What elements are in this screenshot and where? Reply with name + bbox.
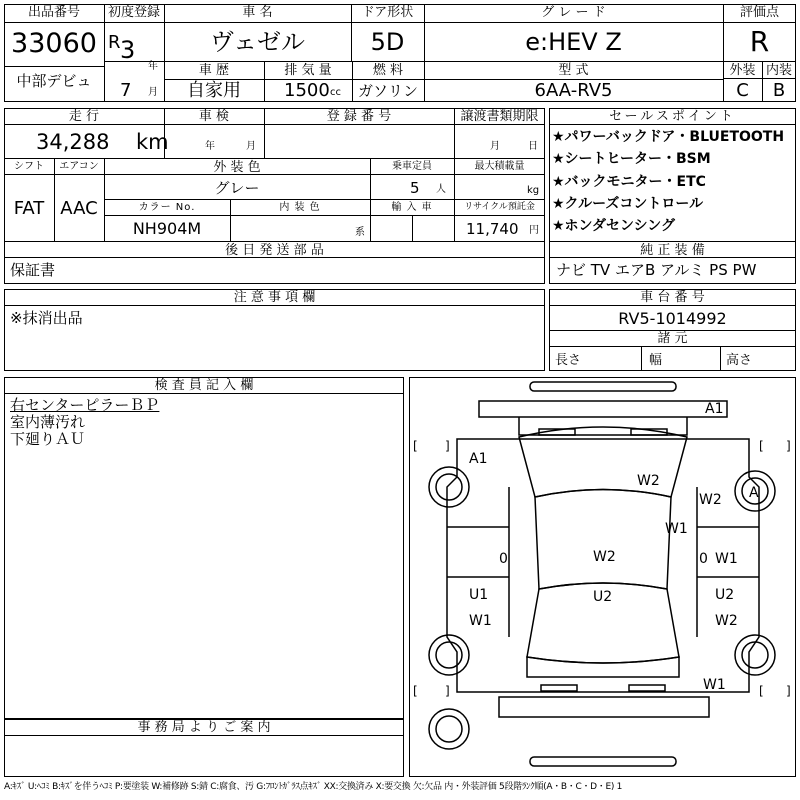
lot-no: 33060 bbox=[11, 28, 97, 59]
sales-points-label: セールスポイント bbox=[609, 109, 736, 124]
recycle-label: リサイクル預託金 bbox=[464, 202, 535, 212]
reg-label: 登 録 番 号 bbox=[326, 109, 392, 124]
body-outline bbox=[447, 439, 759, 692]
bracket: ] bbox=[445, 439, 450, 453]
inspection-month: 月 bbox=[246, 141, 256, 152]
color-no: NH904M bbox=[132, 219, 202, 238]
inspection-label: 車 検 bbox=[198, 109, 230, 124]
load-label: 最大積載量 bbox=[474, 161, 525, 172]
car-diagram bbox=[409, 377, 796, 777]
int-grade: B bbox=[772, 80, 786, 101]
damage-mark: W1 bbox=[715, 551, 738, 567]
month-unit: 月 bbox=[148, 87, 158, 98]
damage-mark: A bbox=[749, 485, 759, 501]
inspector-line: 室内薄汚れ bbox=[10, 413, 86, 431]
first-reg-label: 初度登録 bbox=[107, 5, 160, 20]
bracket: ] bbox=[786, 684, 791, 698]
ext-grade: C bbox=[736, 80, 749, 101]
damage-mark: 0 bbox=[699, 551, 708, 567]
notes-value: ※抹消出品 bbox=[10, 309, 83, 327]
sales-point-item: ★パワーバックドア・BLUETOOTH bbox=[552, 129, 785, 145]
divider bbox=[723, 78, 796, 79]
inspector-line: 右センターピラーＢＰ bbox=[10, 396, 160, 414]
mileage: 34,288 bbox=[36, 130, 110, 154]
rear-bumper bbox=[499, 697, 709, 717]
tailgate bbox=[527, 657, 679, 677]
later-parts: 保証書 bbox=[10, 261, 56, 279]
length-label: 長さ bbox=[555, 353, 582, 368]
transfer-month: 月 bbox=[490, 141, 500, 152]
seats-unit: 人 bbox=[436, 184, 446, 195]
seats-label: 乗車定員 bbox=[392, 161, 432, 172]
car-name: ヴェゼル bbox=[209, 28, 306, 56]
divider bbox=[4, 158, 545, 159]
divider bbox=[4, 124, 545, 125]
recycle-unit: 円 bbox=[529, 225, 539, 236]
history: 自家用 bbox=[187, 80, 241, 101]
divider bbox=[720, 346, 721, 371]
damage-mark: W1 bbox=[665, 521, 688, 537]
damage-mark: W1 bbox=[469, 613, 492, 629]
history-label: 車 歴 bbox=[198, 63, 230, 78]
bracket: ] bbox=[786, 439, 791, 453]
height-label: 高さ bbox=[726, 353, 753, 368]
name-label: 車 名 bbox=[242, 5, 273, 20]
era: R bbox=[108, 32, 121, 53]
divider bbox=[4, 735, 404, 736]
interior-color-label: 内 装 色 bbox=[279, 202, 321, 213]
wheel-rear-right bbox=[742, 642, 768, 668]
front-bumper-top bbox=[530, 382, 676, 391]
inspection-year: 年 bbox=[205, 141, 215, 152]
import-label: 輸 入 車 bbox=[391, 202, 433, 213]
debut-label: 中部デビュ bbox=[16, 72, 92, 90]
transfer-day: 日 bbox=[528, 141, 538, 152]
divider bbox=[549, 305, 796, 306]
displacement-unit: cc bbox=[330, 87, 341, 98]
sales-point-item: ★バックモニター・ETC bbox=[552, 174, 706, 190]
divider bbox=[412, 215, 413, 241]
dims-label: 諸 元 bbox=[657, 331, 688, 346]
divider bbox=[4, 393, 404, 394]
doors-label: ドア形状 bbox=[361, 5, 414, 20]
wheel-rear-left bbox=[436, 642, 462, 668]
divider bbox=[549, 346, 796, 347]
interior-color-unit: 系 bbox=[355, 227, 365, 238]
fuel-label: 燃 料 bbox=[372, 63, 404, 78]
divider bbox=[549, 241, 796, 242]
grade-label: グ レ ー ド bbox=[541, 5, 606, 20]
roof bbox=[535, 490, 671, 590]
hood-front bbox=[479, 401, 727, 417]
score-label: 評価点 bbox=[739, 5, 779, 20]
bracket: [ bbox=[759, 684, 764, 698]
sales-point-item: ★クルーズコントロール bbox=[552, 196, 704, 212]
shift-label: シフト bbox=[14, 161, 44, 172]
bracket: ] bbox=[445, 684, 450, 698]
int-label: 内装 bbox=[765, 63, 792, 78]
damage-mark: W2 bbox=[637, 473, 660, 489]
displacement: 1500 bbox=[284, 80, 330, 101]
chassis-value: RV5-1014992 bbox=[618, 309, 727, 328]
exterior-color-label: 外 装 色 bbox=[213, 160, 261, 175]
model-label: 型 式 bbox=[558, 63, 589, 78]
sales-point-item: ★シートヒーター・BSM bbox=[552, 151, 711, 167]
spare-wheel bbox=[436, 716, 462, 742]
damage-mark: W2 bbox=[715, 613, 738, 629]
rear-lamp bbox=[629, 685, 665, 691]
mileage-label: 走 行 bbox=[68, 109, 100, 124]
spare-wheel bbox=[429, 709, 469, 749]
color-no-label: カラー No. bbox=[138, 202, 196, 213]
ext-label: 外装 bbox=[729, 63, 756, 78]
office-label: 事 務 局 よ り ご 案 内 bbox=[137, 720, 271, 735]
year-unit: 年 bbox=[148, 61, 158, 72]
width-label: 幅 bbox=[649, 353, 663, 368]
doors: 5D bbox=[370, 28, 405, 56]
divider bbox=[549, 124, 796, 125]
ac-label: エアコン bbox=[59, 161, 99, 172]
damage-mark: A1 bbox=[469, 451, 488, 467]
divider bbox=[723, 61, 796, 62]
damage-mark: 0 bbox=[499, 551, 508, 567]
wheel-rear-right bbox=[735, 635, 775, 675]
bracket: [ bbox=[413, 684, 418, 698]
seats: 5 bbox=[410, 179, 420, 197]
divider bbox=[4, 66, 104, 67]
divider bbox=[104, 215, 545, 216]
damage-mark: W1 bbox=[703, 677, 726, 693]
month-num: 7 bbox=[120, 80, 132, 101]
damage-mark: U2 bbox=[593, 589, 613, 605]
rear-lamp bbox=[541, 685, 577, 691]
damage-mark: W2 bbox=[593, 549, 616, 565]
later-parts-label: 後 日 発 送 部 品 bbox=[225, 243, 324, 258]
divider bbox=[4, 305, 545, 306]
displacement-label: 排 気 量 bbox=[284, 63, 332, 78]
chassis-label: 車 台 番 号 bbox=[640, 290, 705, 305]
divider bbox=[4, 22, 796, 23]
wheel-front-left bbox=[436, 474, 462, 500]
model: 6AA-RV5 bbox=[534, 80, 613, 101]
divider bbox=[4, 174, 545, 175]
damage-mark: W2 bbox=[699, 492, 722, 508]
mileage-unit: km bbox=[136, 130, 169, 154]
year-num: 3 bbox=[120, 36, 136, 64]
recycle: 11,740 bbox=[466, 220, 519, 238]
lot-no-label: 出品番号 bbox=[27, 5, 80, 20]
notes-label: 注 意 事 項 欄 bbox=[233, 290, 316, 305]
front-windshield bbox=[519, 427, 687, 497]
load-unit: kg bbox=[527, 185, 540, 196]
damage-mark: A1 bbox=[705, 401, 724, 417]
damage-mark: U1 bbox=[469, 587, 489, 603]
inspector-line: 下廻りＡＵ bbox=[10, 430, 86, 448]
ac: AAC bbox=[60, 198, 98, 219]
wheel-front-left bbox=[429, 467, 469, 507]
damage-mark: U2 bbox=[715, 587, 735, 603]
divider bbox=[4, 241, 545, 242]
exterior-color: グレー bbox=[214, 179, 260, 197]
transfer-label: 譲渡書類期限 bbox=[460, 109, 539, 124]
sales-point-item: ★ホンダセンシング bbox=[552, 218, 676, 234]
fuel: ガソリン bbox=[357, 82, 418, 100]
divider bbox=[164, 79, 723, 80]
equipment-value: ナビ TV エアB アルミ PS PW bbox=[556, 261, 757, 279]
score: R bbox=[749, 25, 770, 58]
shift: FAT bbox=[13, 198, 45, 219]
divider bbox=[104, 61, 723, 62]
divider bbox=[641, 346, 642, 371]
legend-footer: A:ｷｽﾞ U:ﾍｺﾐ B:ｷｽﾞを伴うﾍｺﾐ P:要塗装 W:補修跡 S:錆 C:腐食、汚 G:ﾌﾛﾝﾄｶﾞﾗｽ点ｷｽﾞ XX:交換済み X:要交換 欠:欠品 内・外装評価 5段階ﾗﾝｸ順(A・B・C・D・E) 1 bbox=[4, 782, 623, 792]
divider bbox=[104, 199, 545, 200]
inspector-label: 検 査 員 記 入 欄 bbox=[154, 378, 254, 393]
rear-bumper-bottom bbox=[530, 757, 676, 766]
bracket: [ bbox=[759, 439, 764, 453]
equipment-label: 純 正 装 備 bbox=[640, 243, 705, 258]
grade: e:HEV Z bbox=[525, 28, 622, 56]
bracket: [ bbox=[413, 439, 418, 453]
